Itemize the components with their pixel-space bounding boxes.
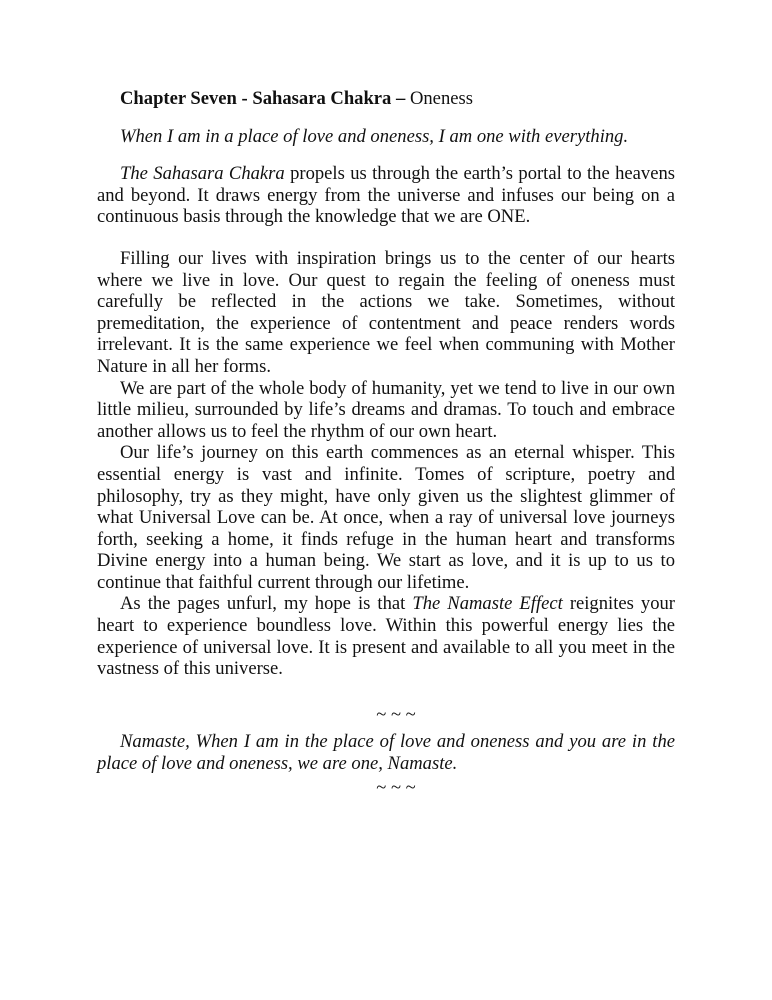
paragraph-5 [97,593,675,679]
paragraph-1-italic-lead: The Sahasara Chakra [120,163,285,185]
document-page [97,88,675,798]
paragraph-2: Filling our lives with inspiration brings us to the center of our hearts where we live in love. Our quest to regain the feeling of oneness must carefully be reflected in the actions we take. Sometimes, without premeditation, the experience of contentment and peace renders words irrelevant. It is the same experience we feel when communing with Mother Nature in all her forms. [97,247,675,377]
chapter-epigraph: When I am in a place of love and oneness, I am one with everything. [120,125,629,147]
chapter-heading [97,88,675,110]
section-divider-top: ~ ~ ~ [376,703,416,725]
paragraph-5-italic: The Namaste Effect [412,593,563,615]
paragraph-1 [97,163,675,228]
paragraph-5-before: As the pages unfurl, my hope is that [120,593,413,615]
chapter-heading-bold: Chapter Seven - Sahasara Chakra – [120,88,406,109]
paragraph-1-text: propels us through the earth’s portal to the heavens and beyond. It draws energy from the universe and infuses our being on a continuous basis through the knowledge that we are ONE. [97,163,675,228]
paragraph-4: Our life’s journey on this earth commences as an eternal whisper. This essential energy is vast and infinite. Tomes of scripture, poetry and philosophy, try as they might, have only given us the slightest glimmer of what Universal Love can be. At once, when a ray of universal love journeys forth, seeking a home, it finds refuge in the human heart and transforms Divine energy into a human being. We start as love, and it is up to us to continue that faithful current through our lifetime. [97,442,675,593]
paragraph-5-after: reignites your heart to experience boundless love. Within this powerful energy lies the experience of universal love. It is present and available to all you meet in the vastness of this universe. [97,593,675,680]
chapter-heading-subtitle: Oneness [405,88,473,109]
closing-namaste: Namaste, When I am in the place of love and oneness and you are in the place of love and oneness, we are one, Namaste. [97,731,675,775]
section-divider-bottom: ~ ~ ~ [376,776,416,798]
paragraph-3: We are part of the whole body of humanity, yet we tend to live in our own little milieu, surrounded by life’s dreams and dramas. To touch and embrace another allows us to feel the rhythm of our own heart. [97,377,675,442]
